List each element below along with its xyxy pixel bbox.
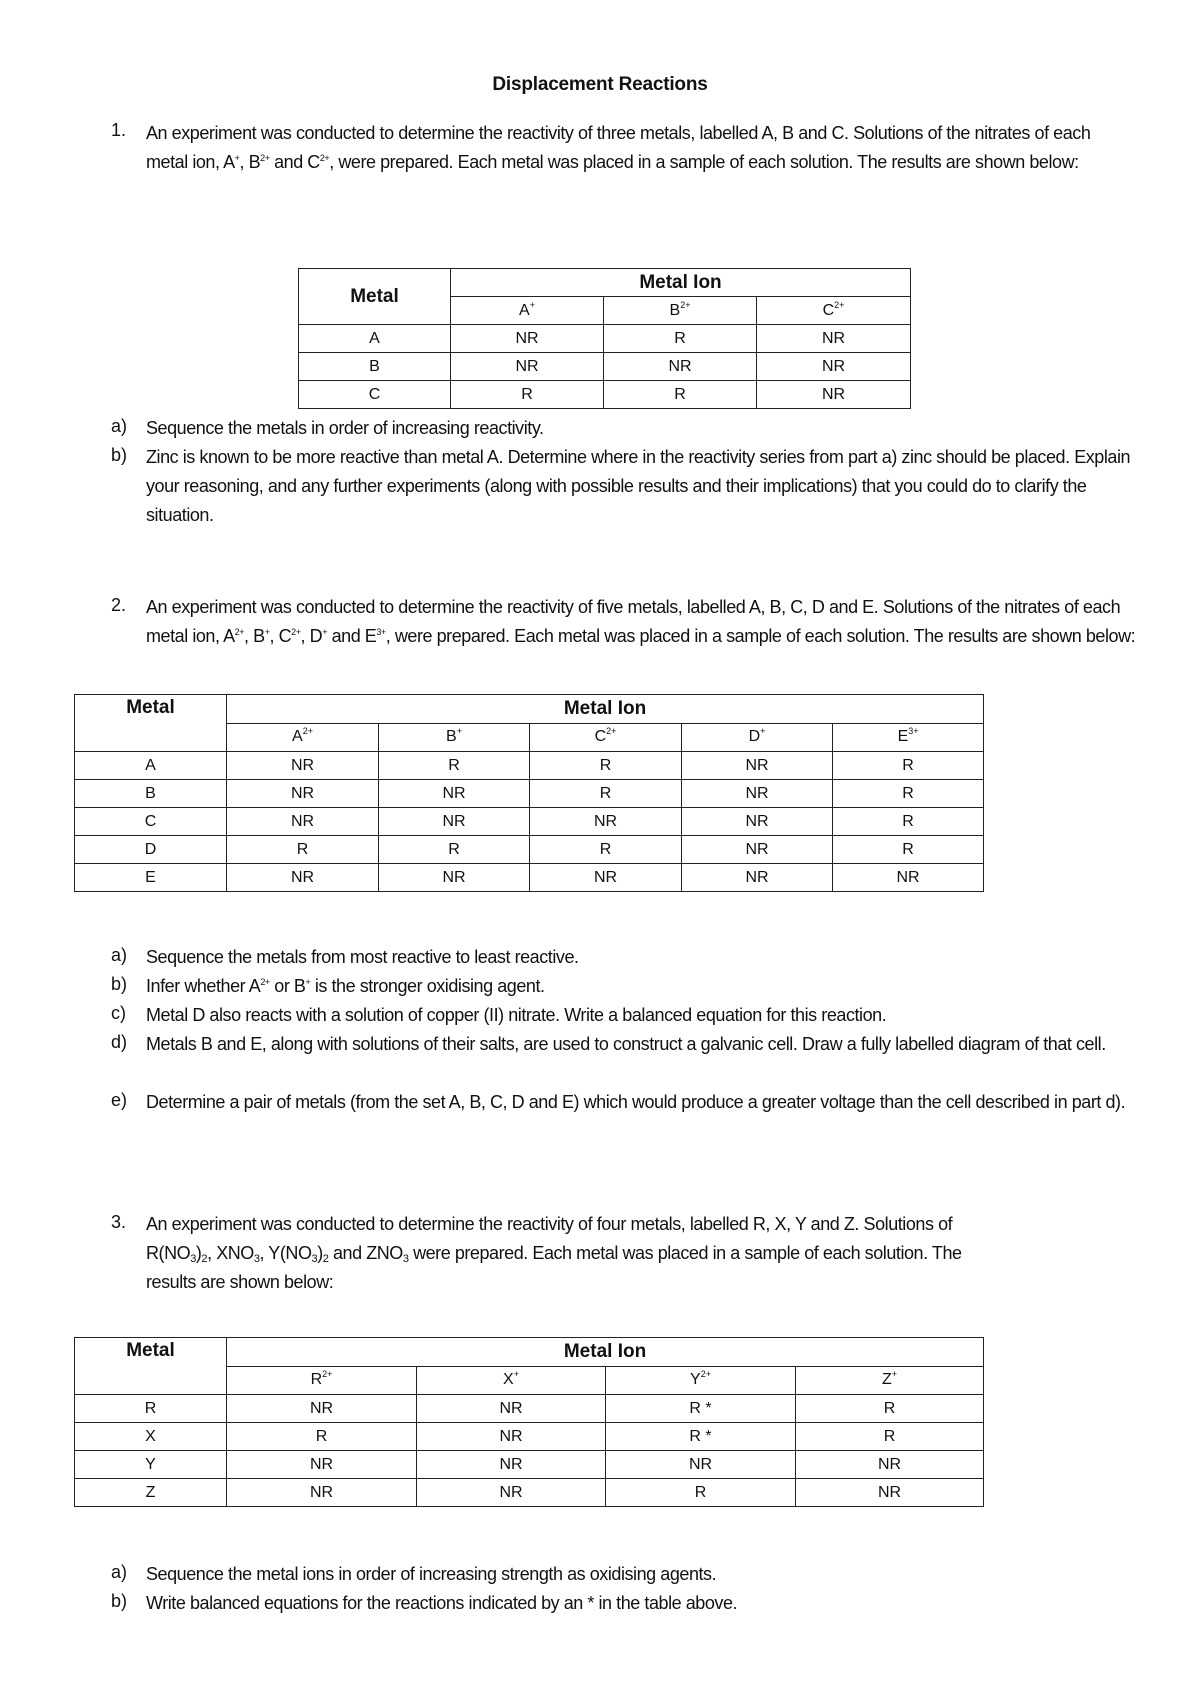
charge-sup: 2+ (319, 153, 330, 163)
question-2-intro: An experiment was conducted to determine the reactivity of five metals, labelled A, B, C, D and E. Solutions of the nitrates of each metal ion, $A^{2+}$, B+, $C^{2+}$, D+ and $E^{3+}$, were prepared. Each metal was placed in a sample of each solution. The results are shown below: (146, 597, 1136, 646)
part-label: e) (111, 1090, 128, 1110)
result-cell: R * (606, 1423, 796, 1451)
question-2-number: 2. (111, 595, 127, 615)
part-label: a) (111, 945, 128, 965)
result-cell: NR (604, 353, 757, 381)
metal-label: R (75, 1395, 227, 1423)
ion-header: $Y^{2+}$ (606, 1366, 796, 1395)
result-cell: NR (227, 864, 379, 892)
metal-column-header: Metal (75, 695, 227, 752)
table-row (75, 752, 984, 780)
ion-header: B+ (379, 723, 530, 752)
table-row (75, 1451, 984, 1479)
question-3-number: 3. (111, 1212, 127, 1232)
result-cell: NR (227, 1479, 417, 1507)
result-cell: NR (379, 808, 530, 836)
table-row (299, 381, 911, 409)
q1-intro-text: , B (239, 152, 261, 172)
charge-sup: + (234, 153, 240, 163)
ion-header: $E^{3+}$ (833, 723, 984, 752)
metal-label: C (299, 381, 451, 409)
result-cell: R (530, 752, 682, 780)
metal-label: A (75, 752, 227, 780)
table-row (75, 1479, 984, 1507)
q1-intro-text: , were prepared. Each metal was placed in a sample of each solution. The results are shown below: (329, 152, 1079, 172)
result-cell: NR (682, 836, 833, 864)
metal-label: B (75, 780, 227, 808)
result-cell: R (833, 808, 984, 836)
metal-label: Z (75, 1479, 227, 1507)
result-cell: NR (682, 808, 833, 836)
result-cell: NR (682, 864, 833, 892)
question-1-part-b: Zinc is known to be more reactive than metal A. Determine where in the reactivity series from part a) zinc should be placed. Explain your reasoning, and any further experiments (along with possible results and their implications) that you could do to clarify the situation. (146, 447, 1131, 525)
result-cell: NR (227, 780, 379, 808)
part-label: b) (111, 445, 128, 465)
question-3-part-b: Write balanced equations for the reactions indicated by an * in the table above. (146, 1593, 738, 1613)
result-cell: R (530, 780, 682, 808)
result-cell: NR (796, 1451, 984, 1479)
question-3-part-a: Sequence the metal ions in order of increasing strength as oxidising agents. (146, 1564, 717, 1584)
ion-header: $B^{2+}$ (604, 297, 757, 325)
table-row (299, 353, 911, 381)
result-cell: R (796, 1395, 984, 1423)
metal-label: C (75, 808, 227, 836)
q1-intro-text: An experiment was conducted to determine the reactivity of three metals, labelled A, B and C. Solutions of the nitrates of each metal ion, A (146, 123, 1091, 172)
table-row (75, 864, 984, 892)
result-cell: R (833, 780, 984, 808)
q3-intro-line: $R(NO_3)_2$, $XNO_3$, $Y(NO_3)_2$ and $ZNO_3$ were prepared. Each metal was placed in a sample of each solution. The (146, 1243, 962, 1265)
part-label: b) (111, 1591, 128, 1611)
ion-header: Z+ (796, 1366, 984, 1395)
result-cell: NR (227, 1451, 417, 1479)
metal-label: Y (75, 1451, 227, 1479)
result-cell: R (604, 381, 757, 409)
result-cell: NR (417, 1423, 606, 1451)
result-cell: NR (417, 1451, 606, 1479)
result-cell: NR (682, 780, 833, 808)
result-cell: R (606, 1479, 796, 1507)
ion-header: $A^{2+}$ (227, 723, 379, 752)
result-cell: NR (379, 864, 530, 892)
part-label: c) (111, 1003, 126, 1023)
q3-intro-line: An experiment was conducted to determine the reactivity of four metals, labelled R, X, Y and Z. Solutions of (146, 1214, 953, 1234)
result-cell: R (604, 325, 757, 353)
q3-intro-line: results are shown below: (146, 1272, 334, 1292)
question-1-results-table (298, 268, 911, 409)
metal-column-header: Metal (299, 269, 451, 325)
result-cell: NR (227, 752, 379, 780)
metal-label: E (75, 864, 227, 892)
question-2-results-table (74, 694, 984, 892)
result-cell: NR (451, 353, 604, 381)
result-cell: NR (682, 752, 833, 780)
q1-intro-text: and C (269, 152, 320, 172)
ion-header: X+ (417, 1366, 606, 1395)
ion-header: D+ (682, 723, 833, 752)
result-cell: NR (530, 864, 682, 892)
result-cell: R (227, 836, 379, 864)
result-cell: NR (417, 1479, 606, 1507)
result-cell: NR (451, 325, 604, 353)
result-cell: R (227, 1423, 417, 1451)
result-cell: NR (417, 1395, 606, 1423)
ion-header: A+ (451, 297, 604, 325)
result-cell: NR (227, 808, 379, 836)
metal-column-header: Metal (75, 1338, 227, 1395)
result-cell: R (379, 836, 530, 864)
result-cell: NR (757, 325, 911, 353)
result-cell: NR (530, 808, 682, 836)
part-label: b) (111, 974, 128, 994)
table-row (75, 780, 984, 808)
question-2-part-a: Sequence the metals from most reactive to least reactive. (146, 947, 579, 967)
question-2-part-b: Infer whether $A^{2+}$ or B+ is the stronger oxidising agent. (146, 976, 545, 996)
part-label: a) (111, 416, 128, 436)
ion-header: $C^{2+}$ (530, 723, 682, 752)
part-label: d) (111, 1032, 128, 1052)
result-cell: NR (757, 381, 911, 409)
result-cell: NR (757, 353, 911, 381)
ion-header: $R^{2+}$ (227, 1366, 417, 1395)
result-cell: NR (227, 1395, 417, 1423)
table-row (75, 836, 984, 864)
table-row (75, 1395, 984, 1423)
metal-label: B (299, 353, 451, 381)
result-cell: R (451, 381, 604, 409)
result-cell: R (833, 836, 984, 864)
metal-ion-group-header: Metal Ion (227, 695, 984, 724)
result-cell: R (796, 1423, 984, 1451)
question-3-intro (146, 1210, 1136, 1297)
ion-header: $C^{2+}$ (757, 297, 911, 325)
result-cell: R (530, 836, 682, 864)
result-cell: R * (606, 1395, 796, 1423)
metal-label: A (299, 325, 451, 353)
charge-sup: 2+ (260, 153, 270, 163)
question-2-part-d: Metals B and E, along with solutions of their salts, are used to construct a galvanic cell. Draw a fully labelled diagram of that cell. (146, 1034, 1106, 1054)
metal-ion-group-header: Metal Ion (451, 269, 911, 297)
result-cell: R (379, 752, 530, 780)
question-2-part-c: Metal D also reacts with a solution of copper (II) nitrate. Write a balanced equation for this reaction. (146, 1005, 887, 1025)
metal-label: X (75, 1423, 227, 1451)
question-2-part-e: Determine a pair of metals (from the set A, B, C, D and E) which would produce a greater voltage than the cell described in part d). (146, 1092, 1126, 1112)
metal-ion-group-header: Metal Ion (227, 1338, 984, 1367)
document-title: Displacement Reactions (492, 74, 708, 95)
result-cell: NR (796, 1479, 984, 1507)
result-cell: NR (379, 780, 530, 808)
question-1-intro (146, 119, 1136, 177)
result-cell: R (833, 752, 984, 780)
question-1-part-a: Sequence the metals in order of increasing reactivity. (146, 418, 544, 438)
question-3-results-table (74, 1337, 984, 1507)
result-cell: NR (606, 1451, 796, 1479)
table-row (75, 1423, 984, 1451)
table-row (75, 808, 984, 836)
question-1-number: 1. (111, 120, 127, 140)
part-label: a) (111, 1562, 128, 1582)
result-cell: NR (833, 864, 984, 892)
table-row (299, 325, 911, 353)
metal-label: D (75, 836, 227, 864)
